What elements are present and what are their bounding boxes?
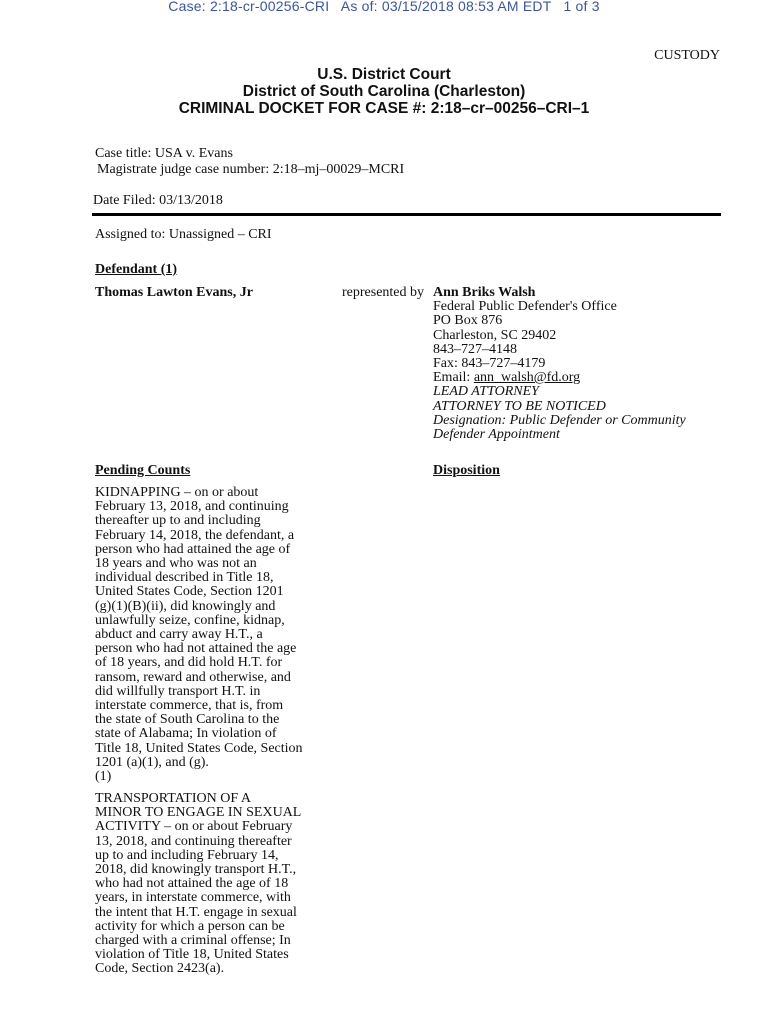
defendant-name: Thomas Lawton Evans, Jr — [95, 285, 253, 300]
case-title: Case title: USA v. Evans — [95, 146, 233, 161]
pending-counts-heading: Pending Counts — [95, 463, 191, 478]
defendant-heading: Defendant (1) — [95, 262, 178, 277]
court-heading — [0, 66, 768, 117]
attorney-po-box: PO Box 876 — [433, 313, 503, 329]
attorney-name: Ann Briks Walsh — [433, 285, 536, 300]
header-divider — [92, 213, 721, 216]
case-stamp-header: Case: 2:18-cr-00256-CRI As of: 03/15/2018 08:53 AM EDT 1 of 3 — [168, 0, 600, 14]
disposition-heading: Disposition — [433, 463, 500, 478]
attorney-city: Charleston, SC 29402 — [433, 327, 557, 343]
attorney-role-lead: LEAD ATTORNEY — [433, 384, 539, 400]
date-filed: Date Filed: 03/13/2018 — [93, 193, 223, 208]
represented-by-label: represented by — [342, 285, 425, 300]
attorney-role-notice: ATTORNEY TO BE NOTICED — [433, 398, 606, 414]
custody-label: CUSTODY — [654, 48, 720, 63]
attorney-fax: Fax: 843–727–4179 — [433, 356, 546, 372]
assigned-to: Assigned to: Unassigned – CRI — [95, 227, 272, 242]
attorney-phone: 843–727–4148 — [433, 341, 517, 357]
court-district: District of South Carolina (Charleston) — [242, 83, 526, 100]
court-name: U.S. District Court — [317, 66, 451, 83]
attorney-block — [433, 286, 686, 442]
attorney-email-row — [433, 371, 686, 385]
count-kidnapping: KIDNAPPING – on or about February 13, 2018, and continuing thereafter up to and including February 14, 2018, the defendant, a person who had attained the age of 18 years and who was not an individual described in Title 18, United States Code, Section 1201 (g)(1)(B)(ii), did knowingly and unlawfully seize, confine, kidnap, abduct and carry away H.T., a person who had not attained the age of 18 years, and did hold H.T. for ransom, reward and otherwise, and did willfully transport H.T. in interstate commerce, that is, from the state of South Carolina to the state of Alabama; In violation of Title 18, United States Code, Section 1201 (a)(1), and (g). (1) — [95, 485, 303, 785]
attorney-email-link[interactable]: ann_walsh@fd.org — [473, 370, 581, 386]
attorney-designation-2: Defender Appointment — [433, 427, 560, 443]
attorney-office: Federal Public Defender's Office — [433, 299, 617, 315]
docket-title: CRIMINAL DOCKET FOR CASE #: 2:18–cr–00256–CRI–1 — [178, 100, 590, 117]
magistrate-case-number: Magistrate judge case number: 2:18–mj–00029–MCRI — [97, 162, 405, 177]
count-transportation: TRANSPORTATION OF A MINOR TO ENGAGE IN SEXUAL ACTIVITY – on or about February 13, 2018, and continuing thereafter up to and including February 14, 2018, did knowingly transport H.T., who had not attained the age of 18 years, in interstate commerce, with the intent that H.T. engage in sexual activity for which a person can be charged with a criminal offense; In violation of Title 18, United States Code, Section 2423(a). — [95, 791, 302, 977]
attorney-designation-1: Designation: Public Defender or Community — [433, 412, 686, 428]
email-label: Email: — [433, 370, 474, 386]
